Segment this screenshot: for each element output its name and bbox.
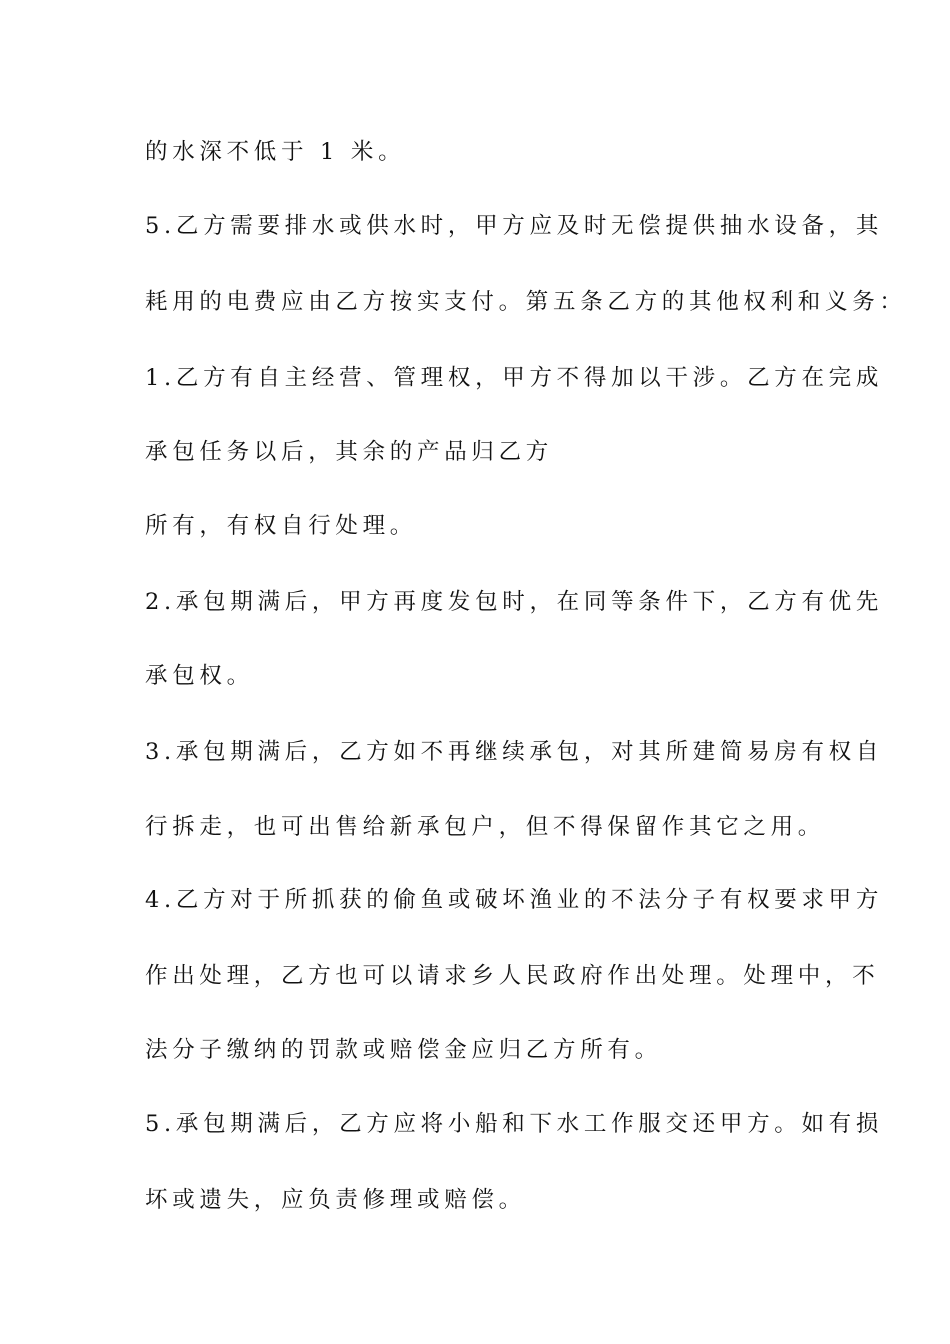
text-line: 的水深不低于 1 米。 xyxy=(145,139,406,165)
text-line: 5.乙方需要排水或供水时，甲方应及时无偿提供抽水设备，其 xyxy=(145,213,884,239)
text-line: 法分子缴纳的罚款或赔偿金应归乙方所有。 xyxy=(145,1037,662,1063)
text-line: 2.承包期满后，甲方再度发包时，在同等条件下，乙方有优先 xyxy=(145,589,884,615)
text-line: 耗用的电费应由乙方按实支付。第五条乙方的其他权利和义务： xyxy=(145,289,907,315)
text-line: 4.乙方对于所抓获的偷鱼或破坏渔业的不法分子有权要求甲方 xyxy=(145,887,884,913)
text-line: 1.乙方有自主经营、管理权，甲方不得加以干涉。乙方在完成 xyxy=(145,365,884,391)
text-line: 坏或遗失，应负责修理或赔偿。 xyxy=(145,1187,526,1213)
text-line: 承包任务以后，其余的产品归乙方 xyxy=(145,439,554,465)
text-line: 作出处理，乙方也可以请求乡人民政府作出处理。处理中，不 xyxy=(145,963,880,989)
text-line: 5.承包期满后，乙方应将小船和下水工作服交还甲方。如有损 xyxy=(145,1111,884,1137)
text-line: 所有，有权自行处理。 xyxy=(145,513,418,539)
text-line: 行拆走，也可出售给新承包户，但不得保留作其它之用。 xyxy=(145,814,826,840)
text-line: 3.承包期满后，乙方如不再继续承包，对其所建简易房有权自 xyxy=(145,739,884,765)
text-line: 承包权。 xyxy=(145,663,254,689)
